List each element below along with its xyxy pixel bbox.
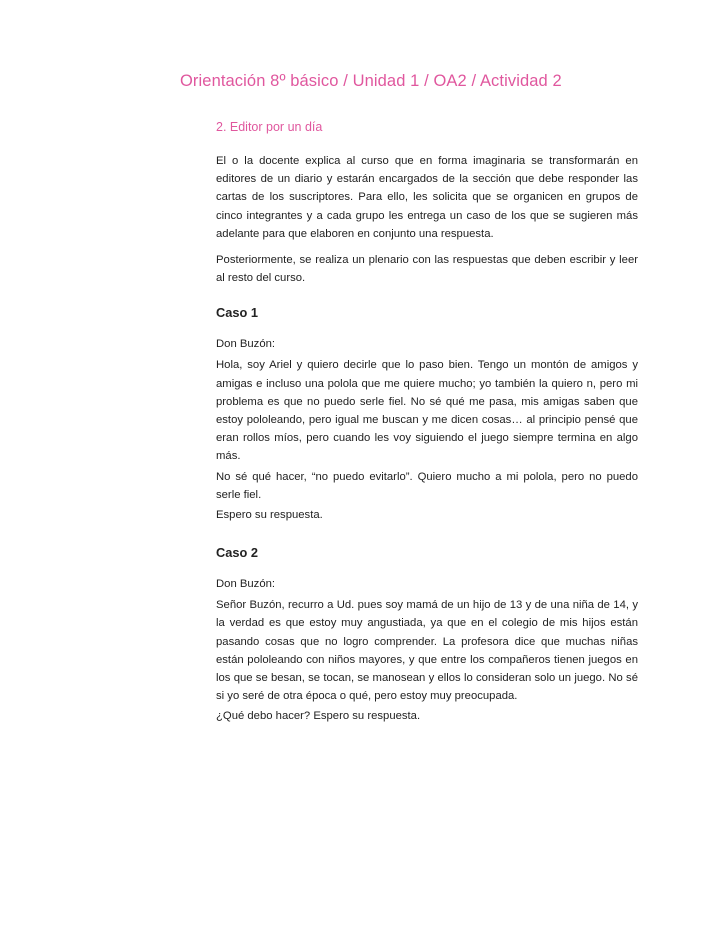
case-1-paragraph: No sé qué hacer, “no puedo evitarlo”. Quiero mucho a mi polola, pero no puedo serle fiel. — [216, 470, 638, 501]
case-2-addressee: Don Buzón: — [216, 578, 276, 591]
document-title: Orientación 8º básico / Unidad 1 / OA2 / Actividad 2 — [180, 72, 562, 90]
case-1-addressee: Don Buzón: — [216, 338, 276, 351]
case-2-title: Caso 2 — [216, 545, 258, 561]
case-2-paragraph: Señor Buzón, recurro a Ud. pues soy mamá de un hijo de 13 y de una niña de 14, y la verdad es que estoy muy angustiada, ya que en el colegio de mis hijos están pasando cosas que no logro comprender. La profesora dice que muchas niñas están pololeando con niños mayores, y que entre los compañeros tienen juegos en los que se besan, se tocan, se manosean y ellos lo consideran solo un juego. No sé si yo seré de otra época o qué, pero estoy muy preocupada. — [216, 599, 638, 703]
intro-paragraph: El o la docente explica al curso que en forma imaginaria se transformarán en editores de un diario y estarán encargados de la sección que debe responder las cartas de los suscriptores. Para ello, les solicita que se organicen en grupos de cinco integrantes y a cada grupo les entrega un caso de los que se sugieren más adelante para que elaboren en conjunto una respuesta. — [216, 155, 638, 240]
case-1-paragraph: Espero su respuesta. — [216, 509, 323, 522]
case-1-title: Caso 1 — [216, 305, 258, 321]
case-1-paragraph: Hola, soy Ariel y quiero decirle que lo paso bien. Tengo un montón de amigos y amigas e incluso una polola que me quiere mucho; yo también la quiero n, pero mi problema es que no puedo serle fiel. No sé qué me pasa, mis amigas saben que estoy pololeando, pero igual me buscan y me dicen cosas… al principio pensé que eran rollos míos, pero cuando les voy siguiendo el juego siempre termina en algo más. — [216, 359, 638, 463]
case-2-paragraph: ¿Qué debo hacer? Espero su respuesta. — [216, 710, 421, 723]
intro-paragraph: Posteriormente, se realiza un plenario con las respuestas que deben escribir y leer al resto del curso. — [216, 254, 638, 285]
section-title: 2. Editor por un día — [216, 120, 323, 134]
document-body — [216, 118, 638, 726]
